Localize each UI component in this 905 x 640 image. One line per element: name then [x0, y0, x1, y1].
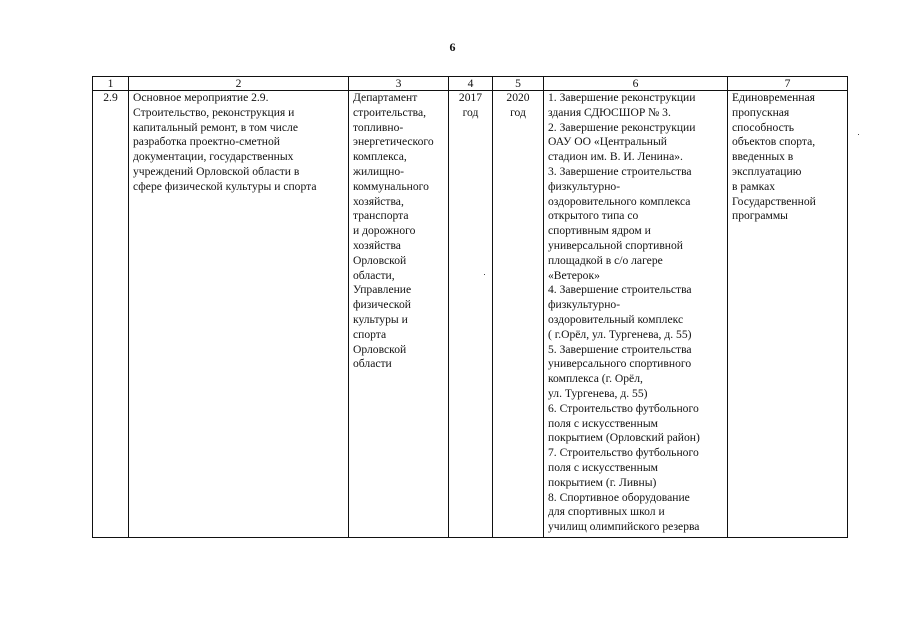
text-line: в рамках	[732, 179, 776, 193]
indicator-cell	[728, 91, 848, 538]
text-line: 4. Завершение строительства	[548, 283, 692, 297]
text-line: поля с искусственным	[548, 460, 658, 474]
text-line: физкультурно-	[548, 179, 621, 193]
text-line: комплекса,	[353, 150, 407, 164]
text-line: и дорожного	[353, 224, 416, 238]
column-header-6: 6	[544, 77, 728, 91]
text-line: учреждений Орловской области в	[133, 164, 300, 178]
text-line: универсального спортивного	[548, 357, 692, 371]
text-line: Департамент	[353, 91, 418, 104]
page-number: 6	[449, 40, 456, 54]
executor-text	[353, 91, 444, 372]
text-line: способность	[732, 120, 795, 134]
text-line: области	[353, 357, 392, 371]
start-year: 2017	[458, 91, 483, 104]
start-date-cell	[449, 91, 493, 538]
end-year: 2020	[506, 91, 530, 104]
text-line: введенных в	[732, 150, 794, 164]
text-line: Строительство, реконструкция и	[133, 105, 295, 119]
text-line: здания СДЮСШОР № 3.	[548, 105, 671, 119]
text-line: физической	[353, 298, 411, 312]
indicator-text	[732, 91, 843, 224]
text-line: области,	[353, 268, 395, 282]
text-line: ул. Тургенева, д. 55)	[548, 386, 648, 400]
text-line: хозяйства,	[353, 194, 404, 208]
text-line: Основное мероприятие 2.9.	[133, 91, 269, 104]
text-line: оздоровительного комплекса	[548, 194, 691, 208]
text-line: покрытием (г. Ливны)	[548, 475, 657, 489]
text-line: Государственной	[732, 194, 816, 208]
text-line: строительства,	[353, 105, 427, 119]
row-number: 2.9	[103, 91, 118, 104]
end-date-cell	[493, 91, 544, 538]
text-line: разработка проектно-сметной	[133, 135, 280, 149]
event-cell	[129, 91, 349, 538]
results-cell	[544, 91, 728, 538]
text-line: покрытием (Орловский район)	[548, 431, 700, 445]
start-year-unit: год	[462, 105, 479, 119]
program-table	[92, 76, 848, 538]
text-line: 7. Строительство футбольного	[548, 446, 699, 460]
text-line: комплекса (г. Орёл,	[548, 372, 643, 386]
text-line: 5. Завершение строительства	[548, 342, 692, 356]
event-text	[133, 91, 344, 195]
column-header-4: 4	[449, 77, 493, 91]
text-line: ОАУ ОО «Центральный	[548, 135, 667, 149]
text-line: 3. Завершение строительства	[548, 164, 692, 178]
column-header-2: 2	[129, 77, 349, 91]
text-line: программы	[732, 209, 788, 223]
text-line: ( г.Орёл, ул. Тургенева, д. 55)	[548, 327, 692, 341]
row-number-cell	[93, 91, 129, 538]
text-line: объектов спорта,	[732, 135, 816, 149]
text-line: Орловской	[353, 342, 407, 356]
text-line: площадкой в с/о лагере	[548, 253, 663, 267]
text-line: энергетического	[353, 135, 434, 149]
text-line: хозяйства	[353, 238, 401, 252]
text-line: Управление	[353, 283, 412, 297]
text-line: коммунального	[353, 179, 429, 193]
text-line: универсальной спортивной	[548, 238, 684, 252]
text-line: 2. Завершение реконструкции	[548, 120, 696, 134]
text-line: стадион им. В. И. Ленина».	[548, 150, 683, 164]
text-line: открытого типа со	[548, 209, 639, 223]
executor-cell	[349, 91, 449, 538]
text-line: Орловской	[353, 253, 407, 267]
scan-speck	[858, 134, 859, 135]
text-line: для спортивных школ и	[548, 505, 665, 519]
table-row	[93, 91, 848, 538]
text-line: оздоровительный комплекс	[548, 312, 684, 326]
text-line: культуры и	[353, 312, 408, 326]
text-line: 8. Спортивное оборудование	[548, 490, 690, 504]
column-header-5: 5	[493, 77, 544, 91]
text-line: физкультурно-	[548, 298, 621, 312]
text-line: училищ олимпийского резерва	[548, 520, 700, 534]
text-line: спорта	[353, 327, 387, 341]
text-line: спортивным ядром и	[548, 224, 651, 238]
text-line: сфере физической культуры и спорта	[133, 179, 317, 193]
header-row	[93, 77, 848, 91]
text-line: пропускная	[732, 105, 790, 119]
text-line: 6. Строительство футбольного	[548, 401, 699, 415]
text-line: жилищно-	[353, 164, 404, 178]
end-year-unit: год	[510, 105, 526, 119]
results-text	[548, 91, 723, 535]
text-line: эксплуатацию	[732, 164, 802, 178]
column-header-3: 3	[349, 77, 449, 91]
text-line: транспорта	[353, 209, 409, 223]
text-line: Единовременная	[732, 91, 815, 104]
text-line: «Ветерок»	[548, 268, 600, 282]
text-line: поля с искусственным	[548, 416, 658, 430]
text-line: 1. Завершение реконструкции	[548, 91, 696, 104]
text-line: капитальный ремонт, в том числе	[133, 120, 298, 134]
column-header-7: 7	[728, 77, 848, 91]
text-line: документации, государственных	[133, 150, 294, 164]
column-header-1: 1	[93, 77, 129, 91]
scan-speck	[484, 274, 485, 275]
text-line: топливно-	[353, 120, 404, 134]
